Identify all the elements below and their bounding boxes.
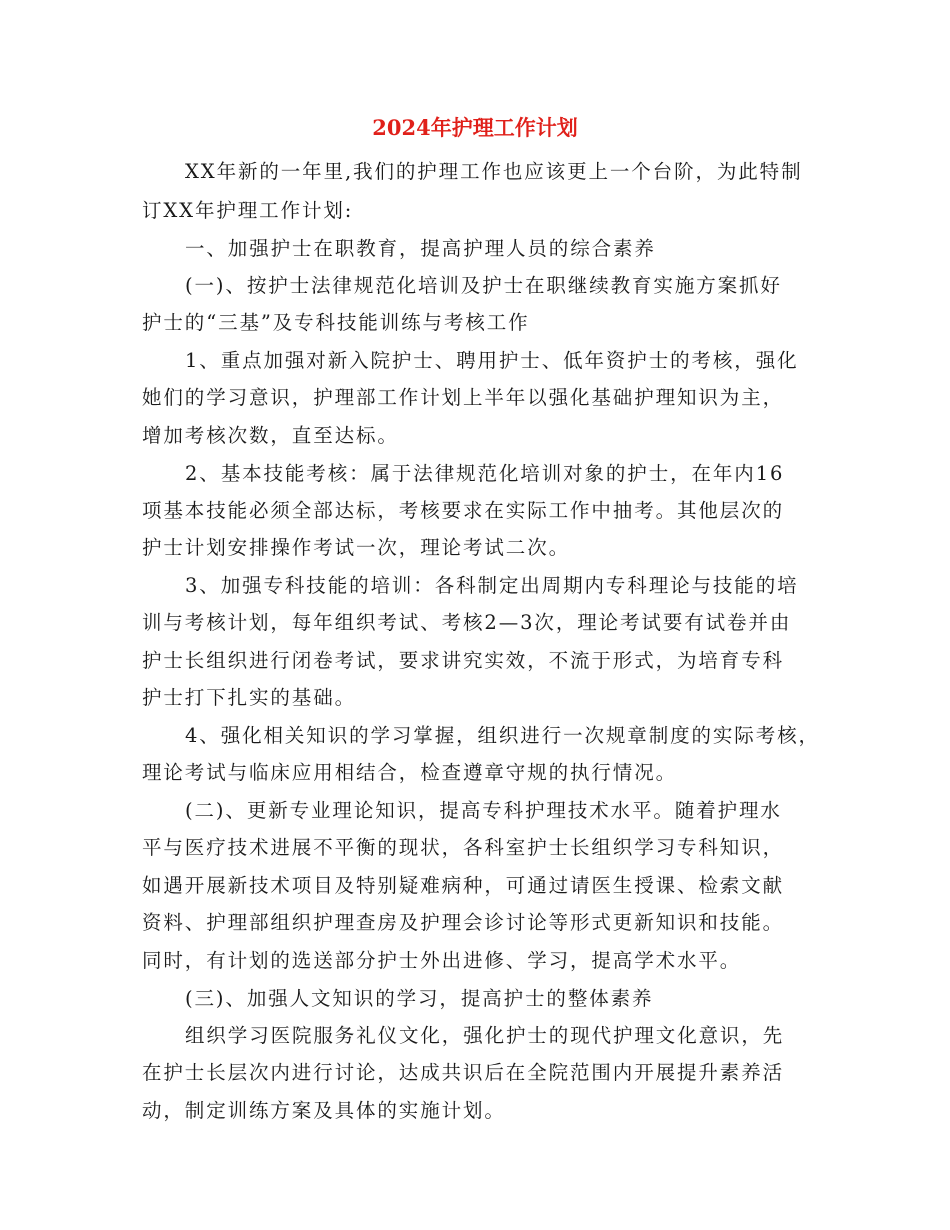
document-title: 2024年护理工作计划	[372, 115, 578, 140]
body-line: 组织学习医院服务礼仪文化，强化护士的现代护理文化意识，先	[185, 1024, 785, 1047]
body-line: 护士打下扎实的基础。	[142, 686, 357, 709]
body-line: 平与医疗技术进展不平衡的现状，各科室护士长组织学习专科知识，	[142, 836, 785, 859]
body-line: 理论考试与临床应用相结合，检查遵章守规的执行情况。	[142, 761, 678, 784]
body-line: 4、强化相关知识的学习掌握，组织进行一次规章制度的实际考核，	[185, 724, 820, 747]
subsection-heading: (三)、加强人文知识的学习，提高护士的整体素养	[185, 987, 654, 1010]
body-line: 护士计划安排操作考试一次，理论考试二次。	[142, 536, 571, 559]
subsection-heading: (二)、更新专业理论知识，提高专科护理技术水平。随着护理水	[185, 799, 782, 822]
body-line: 训与考核计划，每年组织考试、考核2—3次，理论考试要有试卷并由	[142, 611, 792, 634]
body-line: 如遇开展新技术项目及特别疑难病种，可通过请医生授课、检索文献	[142, 874, 785, 897]
body-line: 她们的学习意识，护理部工作计划上半年以强化基础护理知识为主，	[142, 386, 785, 409]
body-line: 在护士长层次内进行讨论，达成共识后在全院范围内开展提升素养活	[142, 1061, 785, 1084]
body-line: 增加考核次数，直至达标。	[142, 424, 399, 447]
body-line: 项基本技能必须全部达标，考核要求在实际工作中抽考。其他层次的	[142, 499, 785, 522]
body-line: 2、基本技能考核：属于法律规范化培训对象的护士，在年内16	[185, 462, 785, 485]
body-line: 同时，有计划的选送部分护士外出进修、学习，提高学术水平。	[142, 949, 742, 972]
subsection-heading: (一)、按护士法律规范化培训及护士在职继续教育实施方案抓好	[185, 274, 782, 297]
body-line: XX年新的一年里,我们的护理工作也应该更上一个台阶，为此特制	[185, 160, 803, 183]
section-heading: 一、加强护士在职教育，提高护理人员的综合素养	[185, 237, 656, 260]
body-line: 护士的“三基”及专科技能训练与考核工作	[142, 311, 530, 334]
body-line: 3、加强专科技能的培训：各科制定出周期内专科理论与技能的培	[185, 574, 799, 597]
body-line: 护士长组织进行闭卷考试，要求讲究实效，不流于形式，为培育专科	[142, 649, 785, 672]
body-line: 1、重点加强对新入院护士、聘用护士、低年资护士的考核，强化	[185, 349, 799, 372]
body-line: 动，制定训练方案及具体的实施计划。	[142, 1099, 506, 1122]
body-line: 资料、护理部组织护理查房及护理会诊讨论等形式更新知识和技能。	[142, 911, 785, 934]
body-line: 订XX年护理工作计划:	[142, 199, 354, 222]
